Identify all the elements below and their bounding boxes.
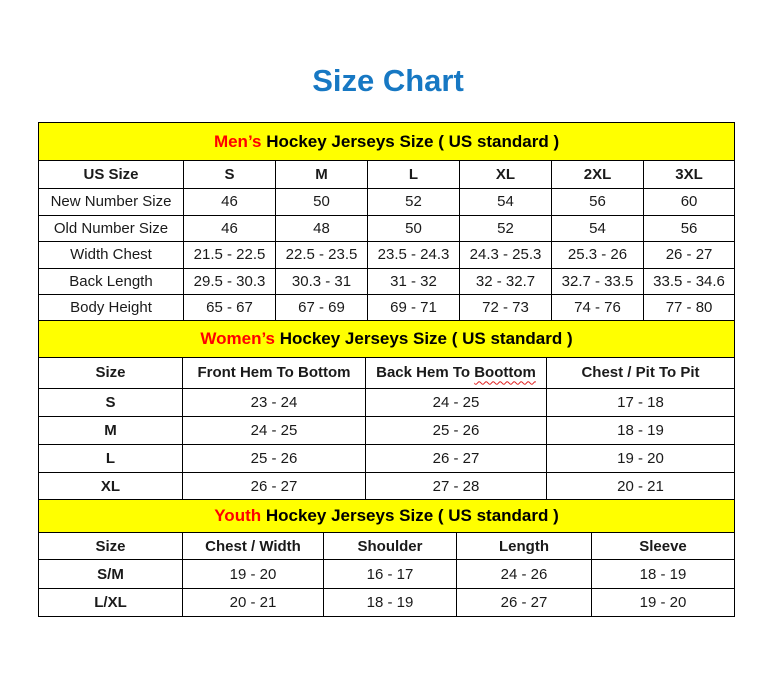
mens-size-table bbox=[38, 122, 735, 322]
column-header: XL bbox=[460, 161, 552, 189]
table-cell: 27 - 28 bbox=[366, 472, 547, 500]
column-header: S bbox=[184, 161, 276, 189]
table-cell: 20 - 21 bbox=[183, 588, 324, 617]
table-cell: 65 - 67 bbox=[184, 295, 276, 322]
table-row bbox=[39, 560, 735, 589]
column-header: Sleeve bbox=[592, 533, 735, 560]
column-header: Chest / Width bbox=[183, 533, 324, 560]
table-cell: 52 bbox=[460, 215, 552, 242]
size-tables-container bbox=[38, 122, 734, 617]
table-cell: 20 - 21 bbox=[547, 472, 735, 500]
table-cell: 72 - 73 bbox=[460, 295, 552, 322]
table-cell: 67 - 69 bbox=[276, 295, 368, 322]
table-cell: 32.7 - 33.5 bbox=[552, 268, 644, 295]
table-cell: 23 - 24 bbox=[183, 388, 366, 416]
table-cell: 22.5 - 23.5 bbox=[276, 242, 368, 269]
table-cell: 16 - 17 bbox=[324, 560, 457, 589]
youth-section-title-row bbox=[39, 500, 735, 533]
table-cell: 19 - 20 bbox=[592, 588, 735, 617]
womens-section-title bbox=[39, 320, 735, 357]
table-cell: 21.5 - 22.5 bbox=[184, 242, 276, 269]
table-cell: 54 bbox=[552, 215, 644, 242]
column-header: L bbox=[368, 161, 460, 189]
table-cell: 18 - 19 bbox=[547, 416, 735, 444]
table-cell: 24 - 26 bbox=[457, 560, 592, 589]
table-cell: 24 - 25 bbox=[366, 388, 547, 416]
table-cell: 32 - 32.7 bbox=[460, 268, 552, 295]
table-row bbox=[39, 388, 735, 416]
column-header: Length bbox=[457, 533, 592, 560]
column-header bbox=[366, 357, 547, 388]
table-cell: 77 - 80 bbox=[644, 295, 735, 322]
table-cell: 56 bbox=[644, 215, 735, 242]
page-title: Size Chart bbox=[312, 63, 464, 98]
table-row bbox=[39, 268, 735, 295]
row-label: New Number Size bbox=[39, 189, 184, 216]
table-cell: 29.5 - 30.3 bbox=[184, 268, 276, 295]
table-row bbox=[39, 295, 735, 322]
table-cell: 30.3 - 31 bbox=[276, 268, 368, 295]
youth-section-title-highlight: Youth bbox=[214, 506, 262, 526]
table-cell: 25 - 26 bbox=[183, 444, 366, 472]
table-cell: 48 bbox=[276, 215, 368, 242]
table-row bbox=[39, 416, 735, 444]
table-cell: 31 - 32 bbox=[368, 268, 460, 295]
womens-section-title-rest: Hockey Jerseys Size ( US standard ) bbox=[275, 328, 573, 348]
mens-section-title-rest: Hockey Jerseys Size ( US standard ) bbox=[261, 131, 560, 151]
row-label: XL bbox=[39, 472, 183, 500]
table-row bbox=[39, 215, 735, 242]
table-cell: 19 - 20 bbox=[547, 444, 735, 472]
table-cell: 17 - 18 bbox=[547, 388, 735, 416]
mens-section-title-row bbox=[39, 123, 735, 161]
row-label: Back Length bbox=[39, 268, 184, 295]
table-row bbox=[39, 444, 735, 472]
table-cell: 74 - 76 bbox=[552, 295, 644, 322]
womens-header-row bbox=[39, 357, 735, 388]
table-row bbox=[39, 588, 735, 617]
row-label: L bbox=[39, 444, 183, 472]
mens-section-title bbox=[39, 123, 735, 161]
column-header: Chest / Pit To Pit bbox=[547, 357, 735, 388]
column-header: Shoulder bbox=[324, 533, 457, 560]
table-cell: 26 - 27 bbox=[457, 588, 592, 617]
table-cell: 24.3 - 25.3 bbox=[460, 242, 552, 269]
table-cell: 52 bbox=[368, 189, 460, 216]
column-header-text: Back Hem To bbox=[376, 364, 475, 382]
table-cell: 50 bbox=[368, 215, 460, 242]
column-header: 3XL bbox=[644, 161, 735, 189]
table-cell: 46 bbox=[184, 215, 276, 242]
row-label: S bbox=[39, 388, 183, 416]
row-label: Width Chest bbox=[39, 242, 184, 269]
table-cell: 26 - 27 bbox=[644, 242, 735, 269]
table-row bbox=[39, 189, 735, 216]
womens-size-table bbox=[38, 320, 735, 501]
table-cell: 26 - 27 bbox=[366, 444, 547, 472]
row-label: L/XL bbox=[39, 588, 183, 617]
table-cell: 23.5 - 24.3 bbox=[368, 242, 460, 269]
table-cell: 19 - 20 bbox=[183, 560, 324, 589]
womens-section-title-row bbox=[39, 320, 735, 357]
column-header: M bbox=[276, 161, 368, 189]
table-cell: 25 - 26 bbox=[366, 416, 547, 444]
mens-header-row bbox=[39, 161, 735, 189]
column-header: 2XL bbox=[552, 161, 644, 189]
row-label: Body Height bbox=[39, 295, 184, 322]
column-header: US Size bbox=[39, 161, 184, 189]
table-cell: 26 - 27 bbox=[183, 472, 366, 500]
table-cell: 24 - 25 bbox=[183, 416, 366, 444]
column-header: Size bbox=[39, 357, 183, 388]
column-header: Size bbox=[39, 533, 183, 560]
table-cell: 60 bbox=[644, 189, 735, 216]
row-label: Old Number Size bbox=[39, 215, 184, 242]
row-label: M bbox=[39, 416, 183, 444]
table-cell: 54 bbox=[460, 189, 552, 216]
youth-section-title-rest: Hockey Jerseys Size ( US standard ) bbox=[261, 506, 559, 526]
youth-section-title bbox=[39, 500, 735, 533]
table-cell: 46 bbox=[184, 189, 276, 216]
table-cell: 69 - 71 bbox=[368, 295, 460, 322]
row-label: S/M bbox=[39, 560, 183, 589]
table-row bbox=[39, 242, 735, 269]
table-cell: 56 bbox=[552, 189, 644, 216]
mens-section-title-highlight: Men’s bbox=[213, 131, 262, 151]
table-row bbox=[39, 472, 735, 500]
table-cell: 50 bbox=[276, 189, 368, 216]
table-cell: 25.3 - 26 bbox=[552, 242, 644, 269]
table-cell: 33.5 - 34.6 bbox=[644, 268, 735, 295]
youth-size-table bbox=[38, 499, 735, 617]
womens-section-title-highlight: Women’s bbox=[200, 328, 275, 348]
column-header: Front Hem To Bottom bbox=[183, 357, 366, 388]
table-cell: 18 - 19 bbox=[324, 588, 457, 617]
misspelled-word-with-squiggle: Boottom bbox=[474, 364, 536, 382]
youth-header-row bbox=[39, 533, 735, 560]
table-cell: 18 - 19 bbox=[592, 560, 735, 589]
